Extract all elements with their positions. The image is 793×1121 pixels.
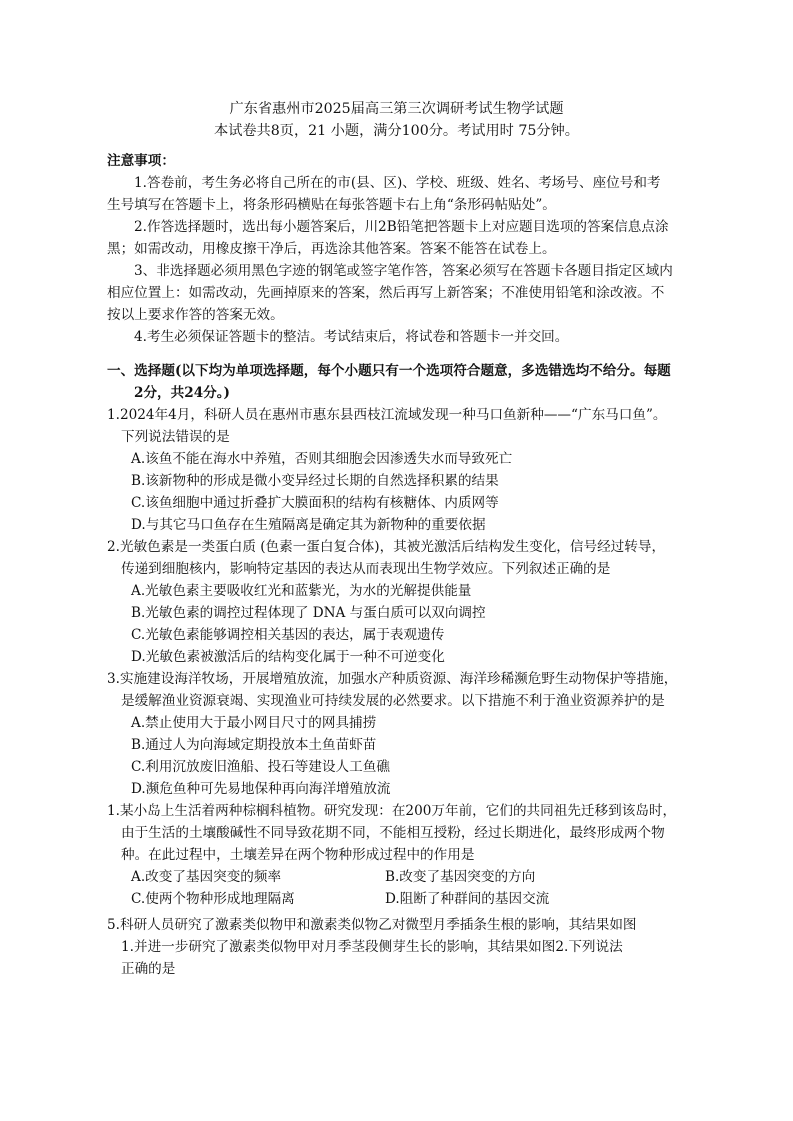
- question-stem: 正确的是: [121, 961, 176, 977]
- question-1: [107, 404, 707, 536]
- option-a: A.改变了基因突变的频率: [131, 869, 282, 885]
- option-a: A.禁止使用大于最小网目尺寸的网具捕捞: [131, 715, 377, 731]
- section-line: 一、选择题(以下均为单项选择题，每个小题只有一个选项符合题意，多选错选均不给分。每题: [107, 363, 671, 379]
- notes-line: 相应位置上：如需改动，先画掉原来的答案，然后再写上新答案；不准使用铅笔和涂改液。不: [107, 285, 665, 301]
- option-d: D.阻断了种群间的基因交流: [385, 891, 550, 907]
- notes-line: 按以上要求作答的答案无效。: [107, 307, 284, 323]
- option-c: C.利用沉放废旧渔船、投石等建设人工鱼礁: [131, 759, 390, 775]
- question-stem: 3.实施建设海洋牧场，开展增殖放流，加强水产种质资源、海洋珍稀濒危野生动物保护等措施，: [107, 671, 678, 687]
- option-d: D.光敏色素被激活后的结构变化属于一种不可逆变化: [131, 649, 445, 665]
- notes-section: [107, 150, 697, 348]
- question-stem: 下列说法错误的是: [121, 429, 230, 445]
- option-d: D.与其它马口鱼存在生殖隔离是确定其为新物种的重要依据: [131, 517, 486, 533]
- exam-title: 广东省惠州市2025届高三第三次调研考试生物学试题: [229, 101, 564, 117]
- option-b: B.该新物种的形成是微小变异经过长期的自然选择积累的结果: [131, 473, 499, 489]
- option-b: B.通过人为向海域定期投放本土鱼苗虾苗: [131, 737, 377, 753]
- question-stem: 种。在此过程中，土壤差异在两个物种形成过程中的作用是: [121, 847, 475, 863]
- option-row: [107, 888, 707, 910]
- question-stem: 1.2024年4月，科研人员在惠州市惠东县西枝江流域发现一种马口鱼新种——“广东马口鱼”。: [107, 407, 667, 423]
- question-stem: 5.科研人员研究了激素类似物甲和激素类似物乙对微型月季插条生根的影响，其结果如图: [107, 917, 637, 933]
- notes-line: 黑；如需改动，用橡皮擦干净后，再选涂其他答案。答案不能答在试卷上。: [107, 241, 556, 257]
- section-heading: [107, 360, 707, 404]
- option-c: C.该鱼细胞中通过折叠扩大膜面积的结构有核糖体、内质网等: [131, 495, 499, 511]
- notes-line: 2.作答选择题时，选出每小题答案后，川2B铅笔把答题卡上对应题目选项的答案信息点涂: [134, 219, 669, 235]
- option-b: B.改变了基因突变的方向: [385, 869, 536, 885]
- question-stem: 1.某小岛上生活着两种棕榈科植物。研究发现：在200万年前，它们的共同祖先迁移到该岛时，: [107, 803, 677, 819]
- section-line: 2分，共24分。): [134, 385, 230, 401]
- question-stem: 1.并进一步研究了激素类似物甲对月季茎段侧芽生长的影响，其结果如图2.下列说法: [121, 939, 623, 955]
- notes-line: 1.答卷前，考生务必将自己所在的市(县、区)、学校、班级、姓名、考场号、座位号和考: [134, 175, 661, 191]
- question-2: [107, 536, 707, 668]
- option-a: A.光敏色素主要吸收红光和蓝紫光，为水的光解提供能量: [131, 583, 472, 599]
- exam-subtitle: 本试卷共8页，21 小题，满分100分。考试用时 75分钟。: [214, 123, 579, 139]
- notes-line: 生号填写在答题卡上，将条形码横贴在每张答题卡右上角“条形码帖贴处”。: [107, 197, 556, 213]
- option-b: B.光敏色素的调控过程体现了 DNA 与蛋白质可以双向调控: [131, 605, 486, 621]
- option-d: D.濒危鱼种可先易地保种再向海洋增殖放流: [131, 781, 391, 797]
- option-c: C.使两个物种形成地理隔离: [131, 891, 295, 907]
- title-block: [0, 98, 793, 142]
- option-a: A.该鱼不能在海水中养殖，否则其细胞会因渗透失水而导致死亡: [131, 451, 513, 467]
- question-3: [107, 668, 707, 800]
- notes-line: 3、非选择题必须用黑色字迹的钢笔或签字笔作答，答案必须写在答题卡各题目指定区域内: [134, 263, 673, 279]
- question-4: [107, 800, 707, 910]
- question-5: [107, 914, 707, 980]
- question-stem: 是缓解渔业资源衰竭、实现渔业可持续发展的必然要求。以下措施不利于渔业资源养护的是: [121, 693, 665, 709]
- option-row: [107, 866, 707, 888]
- notes-line: 4.考生必须保证答题卡的整洁。考试结束后，将试卷和答题卡一并交回。: [134, 329, 569, 345]
- question-stem: 2.光敏色素是一类蛋白质 (色素一蛋白复合体)，其被光激活后结构发生变化，信号经过转导，: [107, 539, 666, 555]
- question-stem: 传递到细胞核内，影响特定基因的表达从而表现出生物学效应。下列叙述正确的是: [121, 561, 611, 577]
- option-c: C.光敏色素能够调控相关基因的表达，属于表观遗传: [131, 627, 445, 643]
- question-stem: 由于生活的土壤酸碱性不同导致花期不同，不能相互授粉，经过长期进化，最终形成两个物: [121, 825, 665, 841]
- notes-heading: 注意事项：: [107, 153, 175, 169]
